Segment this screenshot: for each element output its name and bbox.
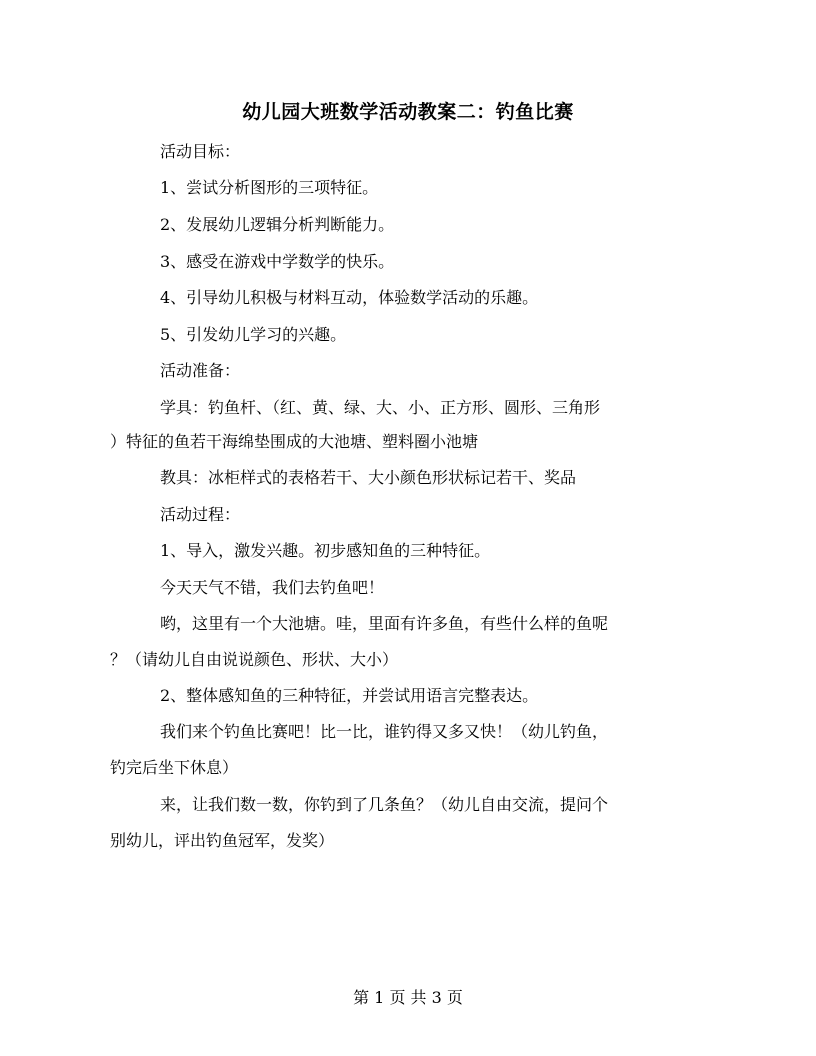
page-title: 幼儿园大班数学活动教案二：钓鱼比赛 [242, 101, 574, 123]
section-heading-process: 活动过程： [160, 505, 241, 524]
paragraph: 4、引导幼儿积极与材料互动，体验数学活动的乐趣。 [160, 288, 539, 307]
paragraph: 来，让我们数一数，你钓到了几条鱼？（幼儿自由交流，提问个 [160, 795, 609, 814]
paragraph-continuation: 钓完后坐下休息） [110, 758, 239, 777]
paragraph: 我们来个钓鱼比赛吧！比一比，谁钓得又多又快！（幼儿钓鱼， [160, 722, 609, 741]
paragraph: 今天天气不错，我们去钓鱼吧！ [160, 578, 385, 597]
paragraph: 哟，这里有一个大池塘。哇，里面有许多鱼，有些什么样的鱼呢 [160, 614, 609, 633]
paragraph: 1、导入，激发兴趣。初步感知鱼的三种特征。 [160, 541, 491, 560]
paragraph: 3、感受在游戏中学数学的快乐。 [160, 252, 395, 271]
paragraph: 学具：钓鱼杆、（红、黄、绿、大、小、正方形、圆形、三角形 [160, 398, 601, 417]
paragraph-continuation: ？（请幼儿自由说说颜色、形状、大小） [110, 650, 399, 669]
section-heading-preparation: 活动准备： [160, 361, 241, 380]
page-number-footer: 第 1 页 共 3 页 [353, 988, 463, 1007]
paragraph: 5、引发幼儿学习的兴趣。 [160, 325, 347, 344]
paragraph-continuation: 别幼儿，评出钓鱼冠军，发奖） [110, 831, 335, 850]
paragraph: 1、尝试分析图形的三项特征。 [160, 178, 379, 197]
paragraph: 2、发展幼儿逻辑分析判断能力。 [160, 215, 395, 234]
paragraph: 2、整体感知鱼的三种特征，并尝试用语言完整表达。 [160, 686, 539, 705]
section-heading-goals: 活动目标： [160, 142, 241, 161]
paragraph: 教具：冰柜样式的表格若干、大小颜色形状标记若干、奖品 [160, 468, 577, 487]
paragraph-continuation: ）特征的鱼若干海绵垫围成的大池塘、塑料圈小池塘 [110, 432, 479, 451]
